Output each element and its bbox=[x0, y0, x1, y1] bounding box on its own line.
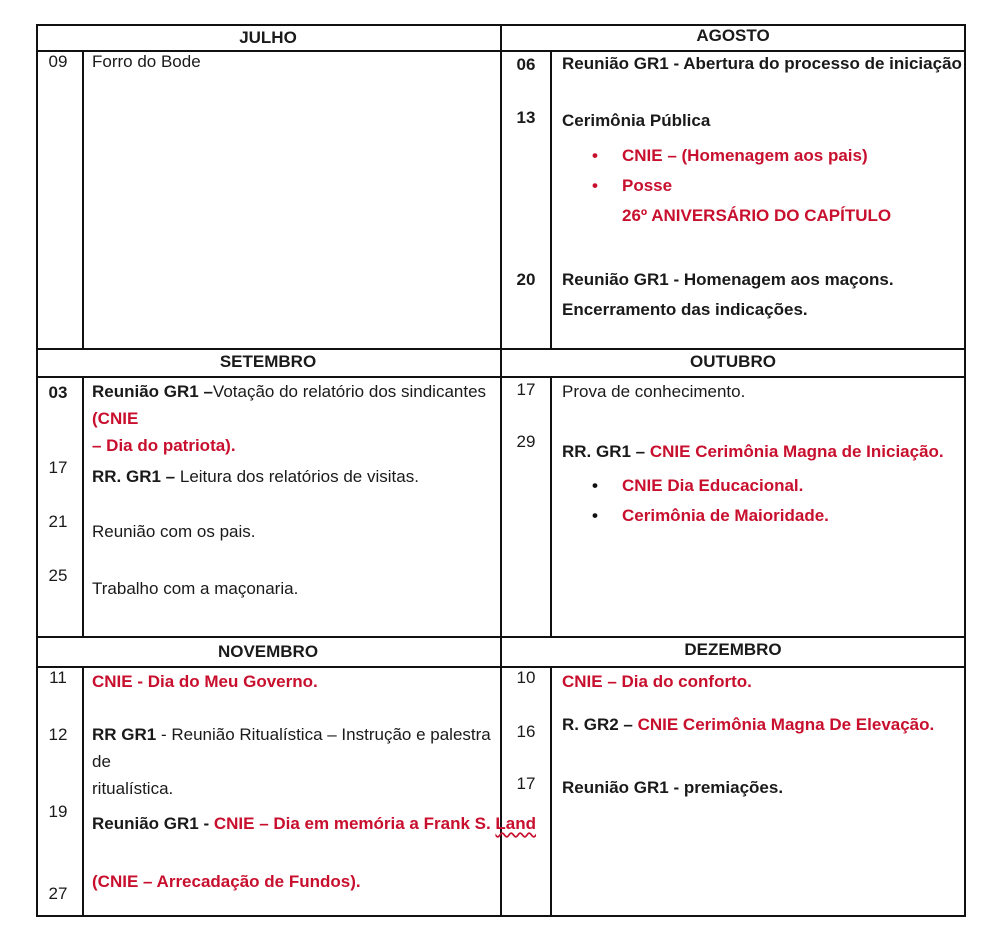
table-border-right bbox=[964, 24, 966, 917]
bullet-text: Cerimônia de Maioridade. bbox=[622, 506, 829, 525]
event-day: 21 bbox=[48, 512, 68, 531]
event-day: 12 bbox=[48, 725, 68, 744]
event-day: 09 bbox=[48, 52, 68, 71]
day-col-divider-left-1 bbox=[82, 50, 84, 348]
event-text: Cerimônia Pública bbox=[562, 111, 711, 130]
event-day: 29 bbox=[516, 432, 536, 451]
month-header-julho: JULHO bbox=[239, 28, 297, 47]
event-lead: R. GR2 – bbox=[562, 715, 638, 734]
event-text bbox=[562, 438, 944, 465]
event-body: Votação do relatório dos sindicantes bbox=[212, 382, 487, 401]
event-day: 03 bbox=[48, 383, 68, 402]
event-text bbox=[92, 721, 492, 802]
month-header-setembro: SETEMBRO bbox=[219, 352, 317, 371]
event-bullet-list bbox=[592, 141, 868, 201]
anniversary-text: 26º ANIVERSÁRIO DO CAPÍTULO bbox=[622, 206, 892, 225]
day-col-divider-left-2 bbox=[82, 376, 84, 636]
event-lead: RR GR1 bbox=[92, 725, 157, 744]
event-lead: Reunião GR1 – bbox=[92, 382, 213, 401]
event-text bbox=[92, 810, 536, 837]
bullet-icon: • bbox=[592, 176, 598, 195]
bullet-text: CNIE – (Homenagem aos pais) bbox=[622, 146, 868, 165]
day-col-divider-left-3 bbox=[82, 666, 84, 915]
event-day: 17 bbox=[48, 458, 68, 477]
event-body: Leitura dos relatórios de visitas. bbox=[175, 467, 419, 486]
list-item bbox=[592, 501, 829, 531]
event-text: Reunião GR1 - Abertura do processo de iniciação bbox=[562, 54, 962, 73]
event-highlight: – Dia do patriota). bbox=[92, 436, 236, 455]
event-text: CNIE – Dia do conforto. bbox=[562, 672, 752, 691]
event-body: - Reunião Ritualística – Instrução e palestra de bbox=[92, 725, 491, 771]
event-text: (CNIE – Arrecadação de Fundos). bbox=[92, 872, 361, 891]
month-header-dezembro: DEZEMBRO bbox=[684, 640, 782, 659]
day-col-divider-right-3 bbox=[550, 666, 552, 915]
event-highlight: Land bbox=[495, 814, 537, 833]
event-lead: Reunião GR1 - bbox=[92, 814, 214, 833]
event-day: 17 bbox=[516, 380, 536, 399]
event-bullet-list bbox=[592, 471, 829, 531]
list-item bbox=[592, 471, 829, 501]
event-text: Reunião com os pais. bbox=[92, 522, 256, 541]
event-text: Trabalho com a maçonaria. bbox=[92, 579, 299, 598]
event-lead: RR. GR1 – bbox=[92, 467, 176, 486]
bullet-icon: • bbox=[592, 146, 598, 165]
month-header-novembro: NOVEMBRO bbox=[217, 642, 319, 661]
event-day: 16 bbox=[516, 722, 536, 741]
event-lead: RR. GR1 – bbox=[562, 442, 650, 461]
event-text bbox=[92, 378, 492, 459]
event-highlight: (CNIE bbox=[92, 409, 139, 428]
event-text bbox=[562, 711, 934, 738]
event-text: CNIE - Dia do Meu Governo. bbox=[92, 672, 318, 691]
event-text: Prova de conhecimento. bbox=[562, 382, 746, 401]
month-header-agosto: AGOSTO bbox=[696, 26, 770, 45]
event-highlight: CNIE Cerimônia Magna De Elevação. bbox=[637, 715, 935, 734]
bullet-text: Posse bbox=[622, 176, 673, 195]
event-day: 17 bbox=[516, 774, 536, 793]
event-text: Encerramento das indicações. bbox=[562, 300, 808, 319]
event-text bbox=[92, 463, 419, 490]
event-text: Reunião GR1 - Homenagem aos maçons. bbox=[562, 270, 894, 289]
event-text: Reunião GR1 - premiações. bbox=[562, 778, 784, 797]
event-day: 10 bbox=[516, 668, 536, 687]
list-item bbox=[592, 141, 868, 171]
event-highlight: CNIE – Dia em memória a Frank S. bbox=[213, 814, 496, 833]
event-day: 19 bbox=[48, 802, 68, 821]
event-day: 25 bbox=[48, 566, 68, 585]
month-header-outubro: OUTUBRO bbox=[690, 352, 776, 371]
bullet-text: CNIE Dia Educacional. bbox=[622, 476, 804, 495]
event-day: 20 bbox=[516, 270, 536, 289]
bullet-icon: • bbox=[592, 506, 598, 525]
day-col-divider-right-2 bbox=[550, 376, 552, 636]
event-text: Forro do Bode bbox=[92, 52, 201, 71]
day-col-divider-right-1 bbox=[550, 50, 552, 348]
list-item bbox=[592, 171, 868, 201]
event-day: 27 bbox=[48, 884, 68, 903]
event-body: ritualística. bbox=[92, 779, 174, 798]
event-highlight: CNIE Cerimônia Magna de Iniciação. bbox=[649, 442, 944, 461]
table-center-divider bbox=[500, 24, 502, 917]
event-day: 06 bbox=[516, 55, 536, 74]
event-day: 13 bbox=[516, 108, 536, 127]
event-day: 11 bbox=[49, 668, 67, 687]
bullet-icon: • bbox=[592, 476, 598, 495]
